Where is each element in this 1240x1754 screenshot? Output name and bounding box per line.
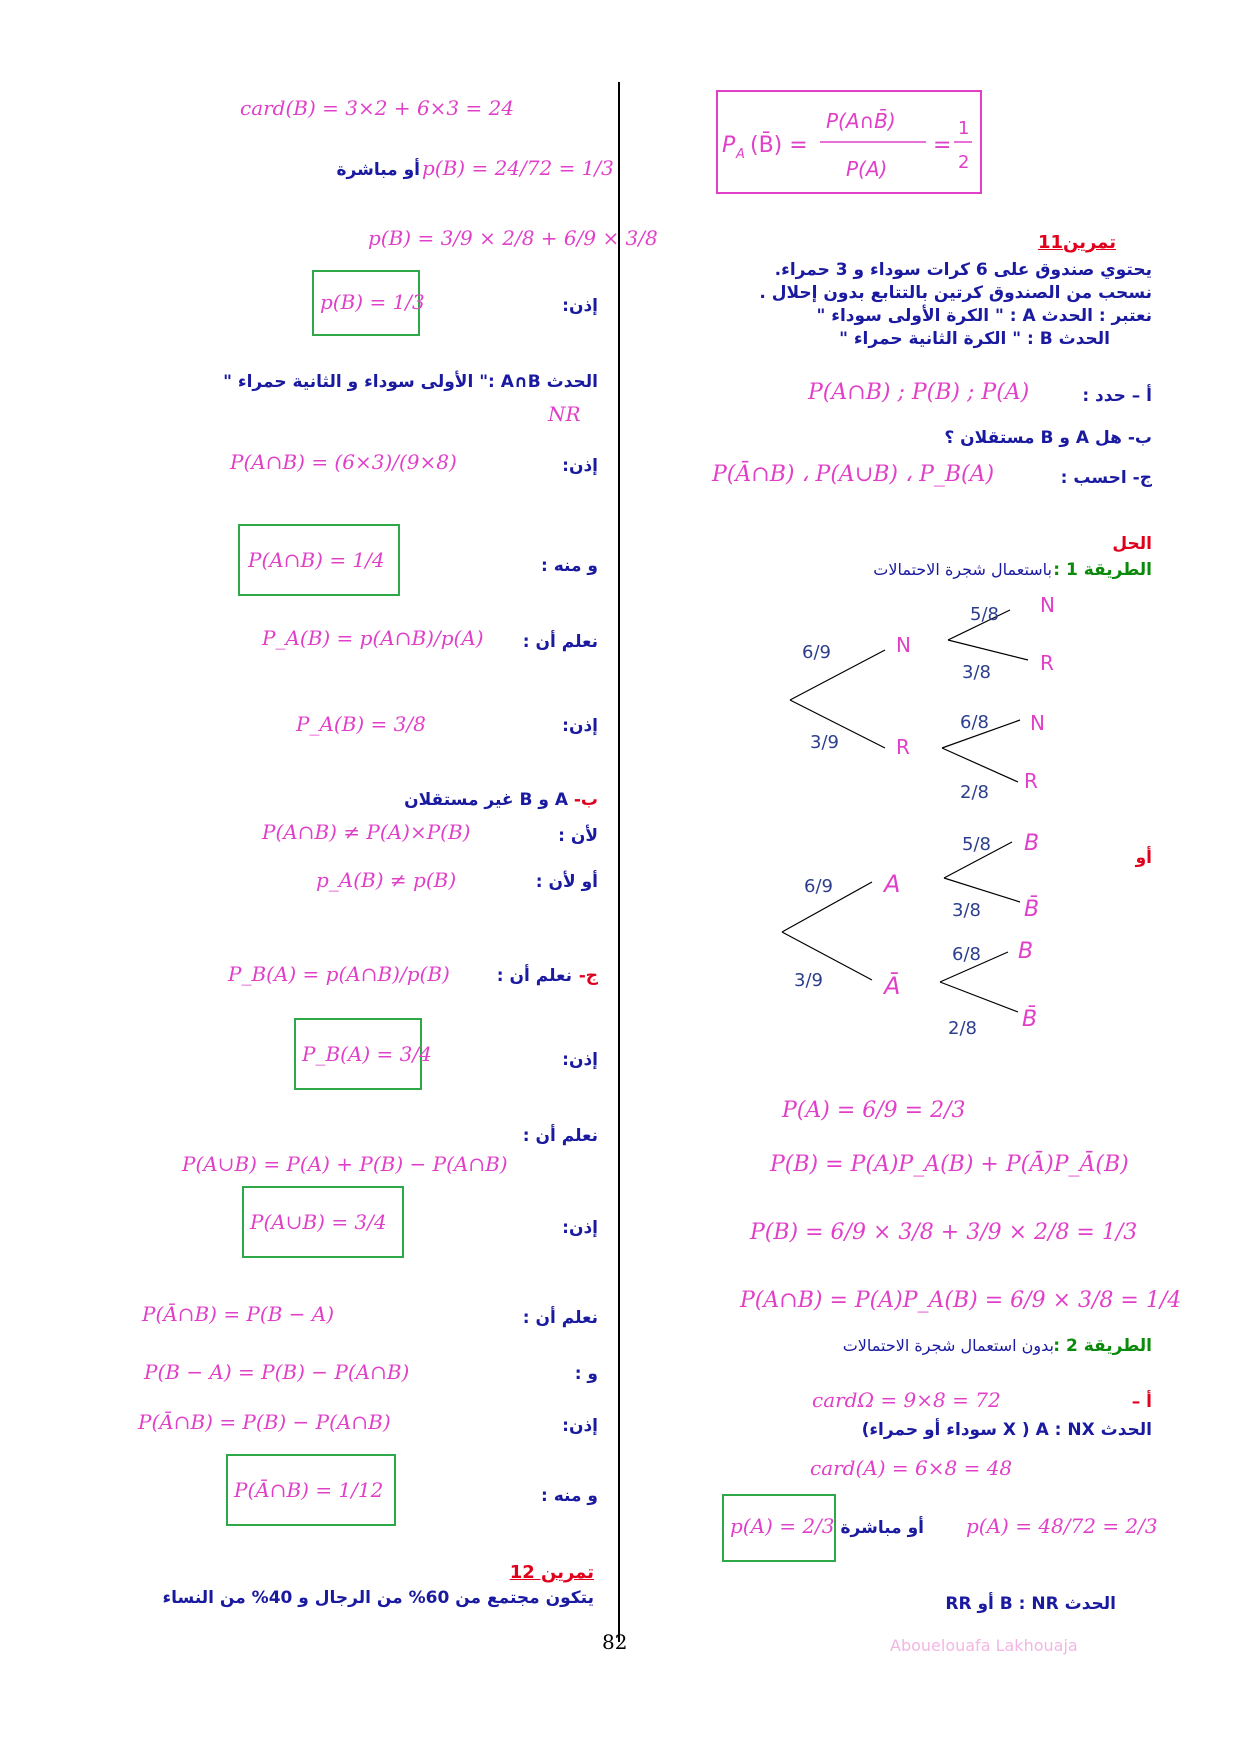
formula-pB-value: P(B) = 6/9 × 3/8 + 3/9 × 2/8 = 1/3 xyxy=(750,1220,1138,1245)
tree1-node-R: R xyxy=(896,735,910,759)
direct-label-right: أو مباشرة xyxy=(840,1518,924,1538)
pB-of-A-formula: P_B(A) = p(A∩B)/p(B) xyxy=(228,962,450,986)
naalam-4: نعلم أن : xyxy=(522,1308,598,1328)
or-because-label: أو لأن : xyxy=(535,872,598,892)
question-b: ب- هل A و B مستقلان ؟ xyxy=(944,428,1152,448)
method-2-text: بدون استعمال شجرة الاحتمالات xyxy=(842,1336,1054,1355)
pA-direct: p(A) = 48/72 = 2/3 xyxy=(966,1514,1158,1538)
complement-3: P(Ā∩B) = P(B) − P(A∩B) xyxy=(138,1410,391,1434)
part-c-label: ج- xyxy=(578,966,598,986)
tree1-prob-NR: 3/8 xyxy=(962,662,991,683)
tree2-leaf-AbB: B xyxy=(1018,939,1034,964)
tree1-leaf-RN: N xyxy=(1030,711,1045,735)
probability-tree-2 xyxy=(772,820,1092,1050)
ex11-line-1: يحتوي صندوق على 6 كرات سوداء و 3 حمراء. xyxy=(774,260,1152,280)
complement-result: P(Ā∩B) = 1/12 xyxy=(234,1478,384,1502)
idhan-6: إذن: xyxy=(562,1416,598,1436)
svg-text:2: 2 xyxy=(958,152,970,173)
idhan-1: إذن: xyxy=(562,296,598,316)
column-divider xyxy=(618,82,620,1642)
event-AB-def: الحدث A∩B :" الأولى سوداء و الثانية حمراء " xyxy=(223,372,598,392)
tree1-leaf-NN: N xyxy=(1040,593,1055,617)
tree2-leaf-ABbar: B̄ xyxy=(1024,897,1040,922)
tree1-prob-N: 6/9 xyxy=(802,642,831,663)
method-2-label: الطريقة 2 : xyxy=(1053,1336,1152,1356)
union-result: P(A∪B) = 3/4 xyxy=(250,1210,387,1234)
svg-text:(B̄) =: (B̄) = xyxy=(750,133,808,158)
pB-of-A-result: P_B(A) = 3/4 xyxy=(302,1042,432,1066)
or-because-math: p_A(B) ≠ p(B) xyxy=(316,868,457,892)
svg-text:P(A): P(A) xyxy=(846,157,888,181)
page-number: 82 xyxy=(602,1630,628,1654)
svg-text:A: A xyxy=(736,147,745,162)
formula-pA: P(A) = 6/9 = 2/3 xyxy=(782,1098,966,1123)
card-A: card(A) = 6×8 = 48 xyxy=(810,1456,1013,1480)
tree1-leaf-NR: R xyxy=(1040,651,1054,675)
ex12-text: يتكون مجتمع من 60% من الرجال و 40% من النساء xyxy=(162,1588,594,1608)
tree1-node-N: N xyxy=(896,633,911,657)
pAB-calc: P(A∩B) = (6×3)/(9×8) xyxy=(230,450,457,474)
pAB-result: P(A∩B) = 1/4 xyxy=(248,548,385,572)
naalam-1: نعلم أن : xyxy=(522,632,598,652)
tree2-prob-AbB: 6/8 xyxy=(952,944,981,965)
question-a-math: P(A∩B) ; P(B) ; P(A) xyxy=(808,380,1030,405)
part-b-label: ب- xyxy=(573,790,598,810)
idhan-3: إذن: xyxy=(562,716,598,736)
card-B: card(B) = 3×2 + 6×3 = 24 xyxy=(240,96,515,120)
tree1-prob-RN: 6/8 xyxy=(960,712,989,733)
question-c-label: ج- احسب : xyxy=(1060,468,1152,488)
because-label: لأن : xyxy=(558,826,598,846)
tree1-prob-R: 3/9 xyxy=(810,732,839,753)
method-1-label: الطريقة 1 : xyxy=(1053,560,1152,580)
ex11-line-2: نسحب من الصندوق كرتين بالتتابع بدون إحلال . xyxy=(759,283,1152,303)
card-omega: cardΩ = 9×8 = 72 xyxy=(812,1388,1001,1412)
idhan-5: إذن: xyxy=(562,1218,598,1238)
pB-direct: p(B) = 24/72 = 1/3 xyxy=(422,156,614,180)
tree2-prob-AbBbar: 2/8 xyxy=(948,1018,977,1039)
method-1-text: باستعمال شجرة الاحتمالات xyxy=(873,560,1052,579)
part-a-mark: أ – xyxy=(1131,1392,1152,1412)
svg-text:P(A∩B̄): P(A∩B̄) xyxy=(826,109,896,133)
ex12-title: تمرين 12 xyxy=(509,1562,594,1583)
svg-text:=: = xyxy=(933,133,952,158)
tree2-leaf-AbBbar: B̄ xyxy=(1022,1007,1038,1032)
naalam-2: نعلم أن : xyxy=(496,966,572,986)
complement-1: P(Ā∩B) = P(B − A) xyxy=(142,1302,335,1326)
or-label: أو xyxy=(1135,848,1152,868)
question-c-math: P(Ā∩B) ، P(A∪B) ، P_B(A) xyxy=(712,462,995,487)
formula-pB-total: P(B) = P(A)P_A(B) + P(Ā)P_Ā(B) xyxy=(770,1152,1129,1177)
wa-label: و : xyxy=(574,1364,598,1384)
watermark: Abouelouafa Lakhouaja xyxy=(890,1636,1078,1655)
probability-tree-1 xyxy=(780,590,1100,810)
tree2-leaf-AB: B xyxy=(1024,831,1040,856)
NR-label: NR xyxy=(548,402,581,426)
pA-of-B-result: P_A(B) = 3/8 xyxy=(296,712,426,736)
svg-text:P: P xyxy=(722,133,736,158)
tree1-prob-NN: 5/8 xyxy=(970,604,999,625)
formula-pAB-value: P(A∩B) = P(A)P_A(B) = 6/9 × 3/8 = 1/4 xyxy=(740,1288,1182,1313)
tree2-prob-ABbar: 3/8 xyxy=(952,900,981,921)
ex11-line-4: الحدث B : " الكرة الثانية حمراء " xyxy=(839,329,1110,349)
ex11-line-3: نعتبر : الحدث A : " الكرة الأولى سوداء " xyxy=(816,306,1152,326)
tree2-node-Abar: Ā xyxy=(884,972,901,1000)
pA-of-B-formula: P_A(B) = p(A∩B)/p(A) xyxy=(262,626,484,650)
tree2-node-A: A xyxy=(884,870,901,898)
tree2-prob-A: 6/9 xyxy=(804,876,833,897)
tree1-leaf-RR: R xyxy=(1024,769,1038,793)
svg-text:1: 1 xyxy=(958,118,970,139)
because-math: P(A∩B) ≠ P(A)×P(B) xyxy=(262,820,471,844)
tree1-prob-RR: 2/8 xyxy=(960,782,989,803)
pB-calc: p(B) = 3/9 × 2/8 + 6/9 × 3/8 xyxy=(368,226,658,250)
direct-label-left: أو مباشرة xyxy=(336,160,420,180)
event-A-def: الحدث A : NX ( X سوداء أو حمراء) xyxy=(861,1420,1152,1440)
naalam-3: نعلم أن : xyxy=(522,1126,598,1146)
idhan-4: إذن: xyxy=(562,1050,598,1070)
wa-minhu-2: و منه : xyxy=(541,1486,598,1506)
event-B-def: الحدث B : NR أو RR xyxy=(945,1594,1116,1614)
pA-result: p(A) = 2/3 xyxy=(730,1514,835,1538)
part-b-text: A و B غير مستقلان xyxy=(404,790,568,810)
pB-result: p(B) = 1/3 xyxy=(320,290,425,314)
ex11-title: تمرين11 xyxy=(1037,232,1116,253)
wa-minhu-1: و منه : xyxy=(541,556,598,576)
top-formula xyxy=(718,92,980,192)
complement-2: P(B − A) = P(B) − P(A∩B) xyxy=(144,1360,410,1384)
idhan-2: إذن: xyxy=(562,456,598,476)
question-a-label: أ – حدد : xyxy=(1082,386,1152,406)
tree2-prob-AB: 5/8 xyxy=(962,834,991,855)
solution-title: الحل xyxy=(1112,534,1152,554)
tree2-prob-Abar: 3/9 xyxy=(794,970,823,991)
union-formula: P(A∪B) = P(A) + P(B) − P(A∩B) xyxy=(182,1152,508,1176)
